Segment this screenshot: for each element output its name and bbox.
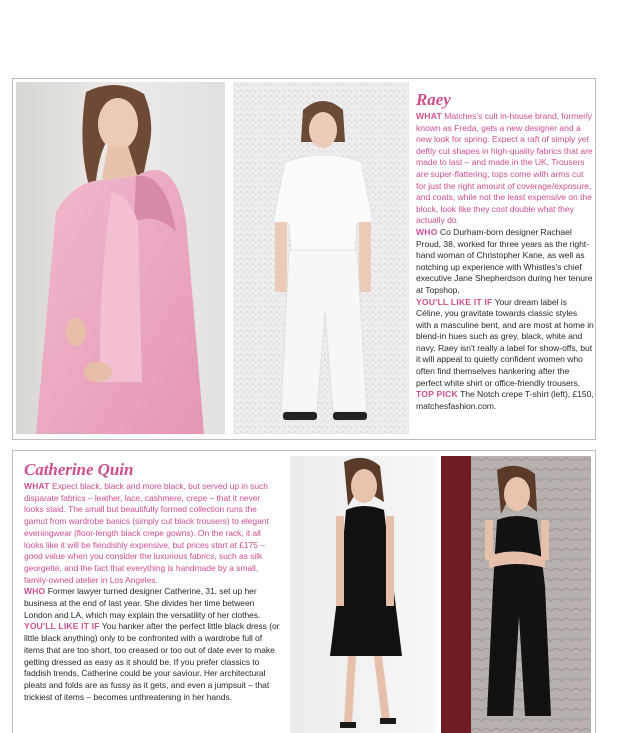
raey-pick-label: TOP PICK [416, 389, 458, 400]
cq-what-label: WHAT [24, 481, 50, 491]
raey-like-label: YOU'LL LIKE IT IF [416, 296, 493, 307]
photo-black-jumpsuit [441, 456, 591, 733]
raey-article [416, 90, 594, 412]
raey-who-label: WHO [416, 226, 438, 237]
raey-what-text: Matches's cult in-house brand, formerly known as Freda, gets a new designer and a new look for spring. Expect a raft of simply yet deftly cut shapes in high-quality fabrics that are made to last – and made in the UK. Trousers are super-flattering, tops come with arms cut for just the right amount of coverage/exposure, and coats, while not the least expensive on the block, look like they cost double what they actually do. [416, 111, 593, 226]
raey-what-label: WHAT [416, 111, 442, 121]
raey-what-paragraph [416, 111, 594, 227]
cq-who-text: Former lawyer turned designer Catherine, 31, set up her business at the end of last year. She divides her time between London and LA, which may explain the versatility of her clothes. [24, 586, 261, 620]
raey-who-paragraph [416, 227, 594, 297]
white-outfit-illustration [233, 82, 409, 434]
cq-like-label: YOU'LL LIKE IT IF [24, 621, 100, 632]
black-dress-illustration [290, 456, 436, 733]
black-jumpsuit-illustration [441, 456, 591, 733]
raey-heading: Raey [416, 90, 451, 109]
catherine-quin-heading: Catherine Quin [24, 460, 134, 479]
raey-who-text: Co Durham-born designer Rachael Proud, 38, worked for three years as the right-hand woman of Christopher Kane, as well as notching up experience with Whistles's chief executive Jane Shepherdson during her tenure at Topshop. [416, 226, 593, 295]
cq-what-text: Expect black, black and more black, but served up in such disparate fabrics – leather, lace, cashmere, crepe – that it never looks staid. The small but beautifully formed collection runs the gamut from wardrobe basics (simply cut black trousers) to elegant eveningwear (floor-length black crepe gowns). On the rack, it all looks like it will be fiendishly expensive, but prices start at £175 – good value when you consider the luxurious fabrics, such as silk georgette, and the fact that everything is handmade by a small, family-owned atelier in Los Angeles. [24, 481, 269, 585]
photo-black-dress [290, 456, 436, 733]
raey-like-paragraph [416, 297, 594, 390]
cq-who-paragraph [24, 586, 280, 621]
cq-what-paragraph [24, 481, 280, 586]
raey-pick-text: The Notch crepe T-shirt (left), £150, matchesfashion.com. [416, 389, 594, 411]
pink-coat-illustration [16, 82, 225, 434]
catherine-quin-article [24, 460, 280, 703]
cq-like-text: You hanker after the perfect little black dress (or little black anything) only to be confronted with a wardrobe full of items that are too short, too creased or too out of date ever to make getting dressed as easy as it should be. If you prefer classics to faddish trends, Catherine could be your saviour. Her architectural pleats and folds are as fussy as it gets, and even a jumpsuit – that trickiest of items – becomes unthreatening in her hands. [24, 621, 280, 702]
raey-pick-paragraph [416, 389, 594, 412]
cq-who-label: WHO [24, 586, 46, 597]
cq-like-paragraph [24, 621, 280, 703]
raey-like-text: Your dream label is Céline, you gravitate towards classic styles with a masculine bent, and are most at home in blend-in hues such as grey, black, white and navy. Raey isn't really a label for show-offs, but it will appeal to quietly confident women who often find themselves hankering after the perfect white shirt or office-friendly trousers. [416, 296, 594, 388]
photo-pink-coat [16, 82, 225, 434]
photo-white-outfit [233, 82, 409, 434]
